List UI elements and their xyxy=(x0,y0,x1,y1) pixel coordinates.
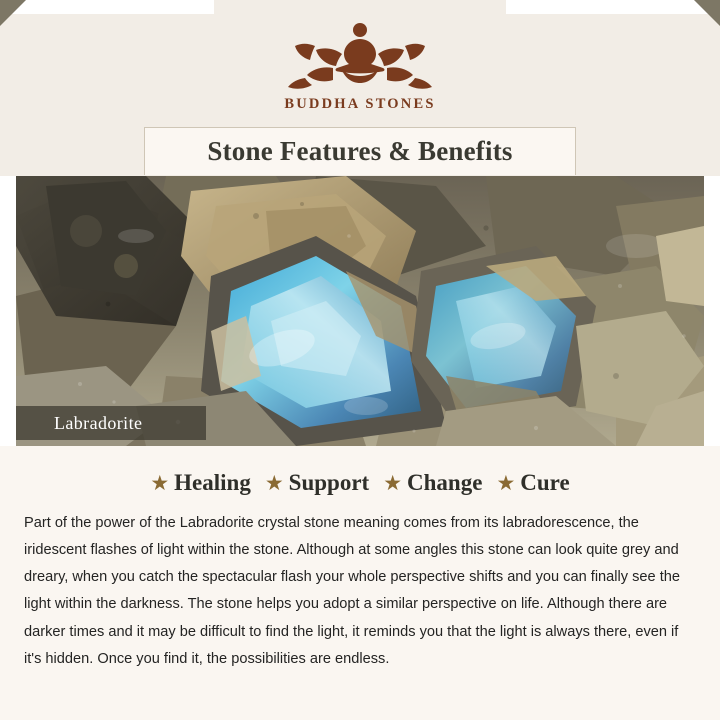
photo-caption-text: Labradorite xyxy=(54,412,143,433)
benefit-label: Support xyxy=(288,470,370,495)
benefit-item-support xyxy=(265,470,369,496)
header-band xyxy=(0,0,720,176)
benefit-label: Change xyxy=(407,470,483,495)
star-icon: ★ xyxy=(264,471,284,495)
brand-name: BUDDHA STONES xyxy=(284,96,436,112)
benefits-row xyxy=(0,446,720,496)
band-notch-left xyxy=(0,0,214,14)
content-section xyxy=(0,446,720,720)
page-title xyxy=(144,127,576,175)
benefit-item-healing xyxy=(150,470,251,496)
lotus-meditation-icon xyxy=(285,16,435,94)
band-notch-right xyxy=(506,0,720,14)
description-paragraph: Part of the power of the Labradorite crystal stone meaning comes from its labradorescence, the iridescent flashes of light within the stone. Although at some angles this stone can look quite grey and dreary, when you catch the spectacular flash your whole perspective shifts and you can finally see the light within the darkness. The stone helps you adopt a similar perspective on life. Although there are darker times and it may be difficult to find the light, it reminds you that the light is always there, even if it's hidden. Once you find it, the possibilities are endless. xyxy=(24,515,680,667)
benefit-label: Cure xyxy=(520,470,570,495)
star-icon: ★ xyxy=(383,471,403,495)
benefit-item-cure xyxy=(496,470,569,496)
benefit-item-change xyxy=(383,470,482,496)
benefit-label: Healing xyxy=(174,470,251,495)
photo-caption xyxy=(16,406,206,440)
page-title-text: Stone Features & Benefits xyxy=(207,136,513,166)
star-icon: ★ xyxy=(496,471,516,495)
star-icon: ★ xyxy=(150,471,170,495)
brand-logo xyxy=(0,16,720,113)
